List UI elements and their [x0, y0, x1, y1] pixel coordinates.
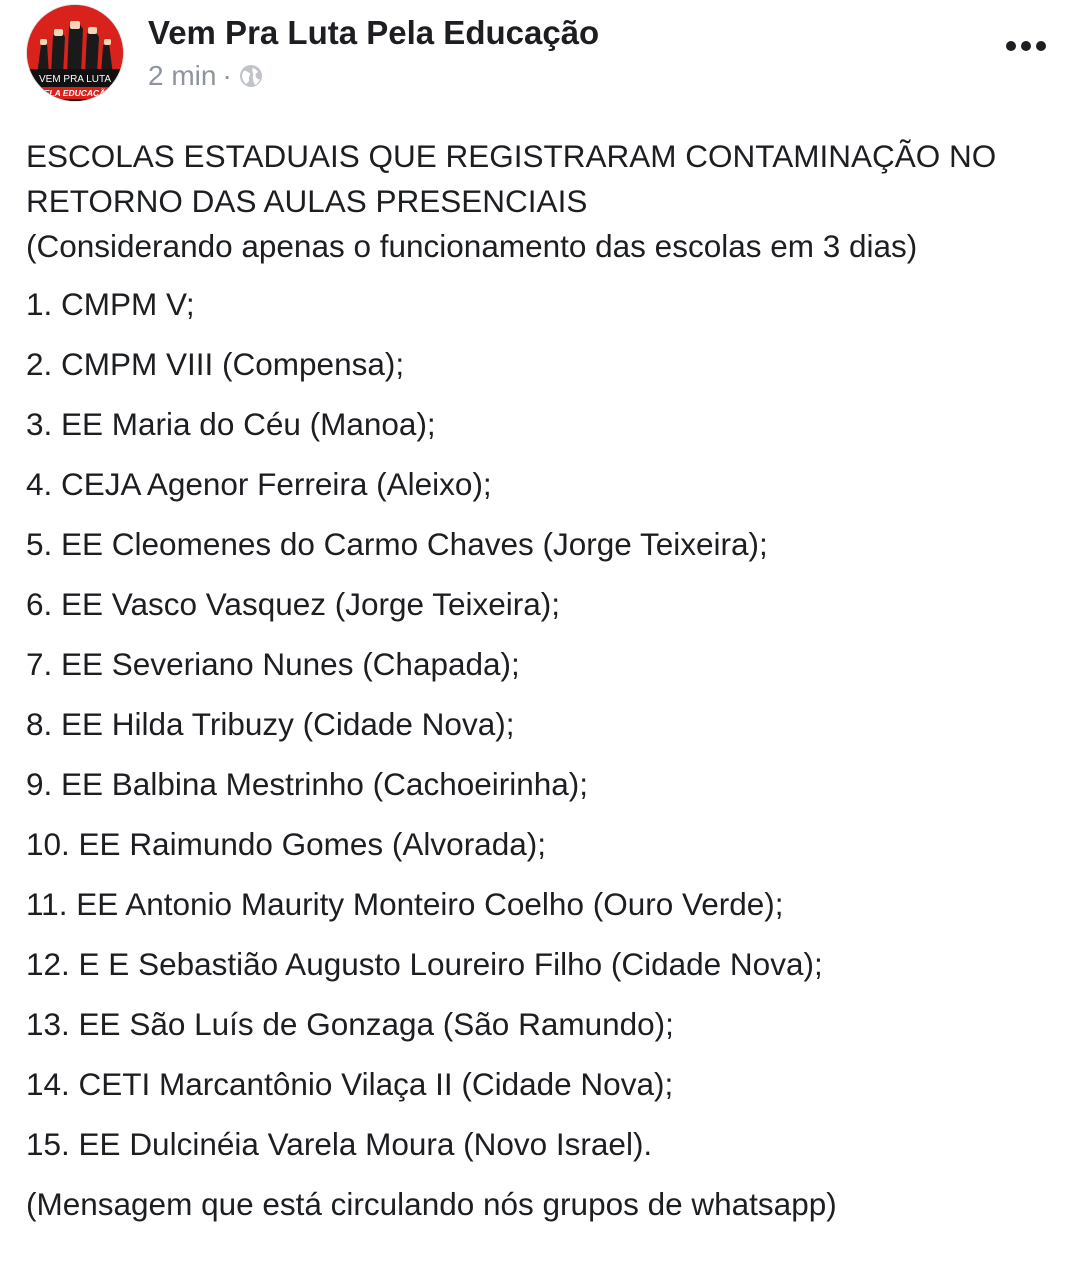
- school-list-item: 10. EE Raimundo Gomes (Alvorada);: [26, 826, 546, 862]
- post-header: [0, 0, 1080, 120]
- school-list-item: 5. EE Cleomenes do Carmo Chaves (Jorge Teixeira);: [26, 526, 768, 562]
- page-name-link[interactable]: Vem Pra Luta Pela Educação: [148, 14, 600, 51]
- school-list-item: 11. EE Antonio Maurity Monteiro Coelho (Ouro Verde);: [26, 886, 784, 922]
- school-list: [26, 282, 1066, 1167]
- school-list-item: 2. CMPM VIII (Compensa);: [26, 346, 405, 382]
- post-heading-line2: RETORNO DAS AULAS PRESENCIAIS: [26, 183, 588, 219]
- raised-fists-logo: [27, 5, 123, 101]
- post-subheading: (Considerando apenas o funcionamento das escolas em 3 dias): [26, 228, 918, 264]
- school-list-item: 15. EE Dulcinéia Varela Moura (Novo Israel).: [26, 1126, 653, 1162]
- avatar-text-line1: VEM PRA LUTA: [38, 74, 112, 85]
- post-timestamp[interactable]: 2 min: [148, 60, 217, 91]
- post-footer-note: (Mensagem que está circulando nós grupos de whatsapp): [26, 1186, 837, 1222]
- post-text: [26, 134, 1066, 1227]
- meta-separator: ·: [222, 60, 232, 91]
- school-list-item: 7. EE Severiano Nunes (Chapada);: [26, 646, 520, 682]
- school-list-item: 3. EE Maria do Céu (Manoa);: [26, 406, 436, 442]
- school-list-item: 13. EE São Luís de Gonzaga (São Ramundo);: [26, 1006, 674, 1042]
- school-list-item: 9. EE Balbina Mestrinho (Cachoeirinha);: [26, 766, 589, 802]
- school-list-item: 14. CETI Marcantônio Vilaça II (Cidade Nova);: [26, 1066, 674, 1102]
- school-list-item: 8. EE Hilda Tribuzy (Cidade Nova);: [26, 706, 515, 742]
- page-avatar[interactable]: [26, 4, 124, 102]
- school-list-item: 4. CEJA Agenor Ferreira (Aleixo);: [26, 466, 492, 502]
- post-heading-line1: ESCOLAS ESTADUAIS QUE REGISTRARAM CONTAMINAÇÃO NO: [26, 138, 997, 174]
- more-options-icon[interactable]: [998, 26, 1054, 66]
- avatar-text-line2: PELA EDUCAÇÃO: [38, 88, 112, 98]
- globe-icon: [238, 63, 264, 89]
- school-list-item: 12. E E Sebastião Augusto Loureiro Filho (Cidade Nova);: [26, 946, 823, 982]
- post-meta: [148, 60, 264, 92]
- school-list-item: 6. EE Vasco Vasquez (Jorge Teixeira);: [26, 586, 561, 622]
- school-list-item: 1. CMPM V;: [26, 286, 195, 322]
